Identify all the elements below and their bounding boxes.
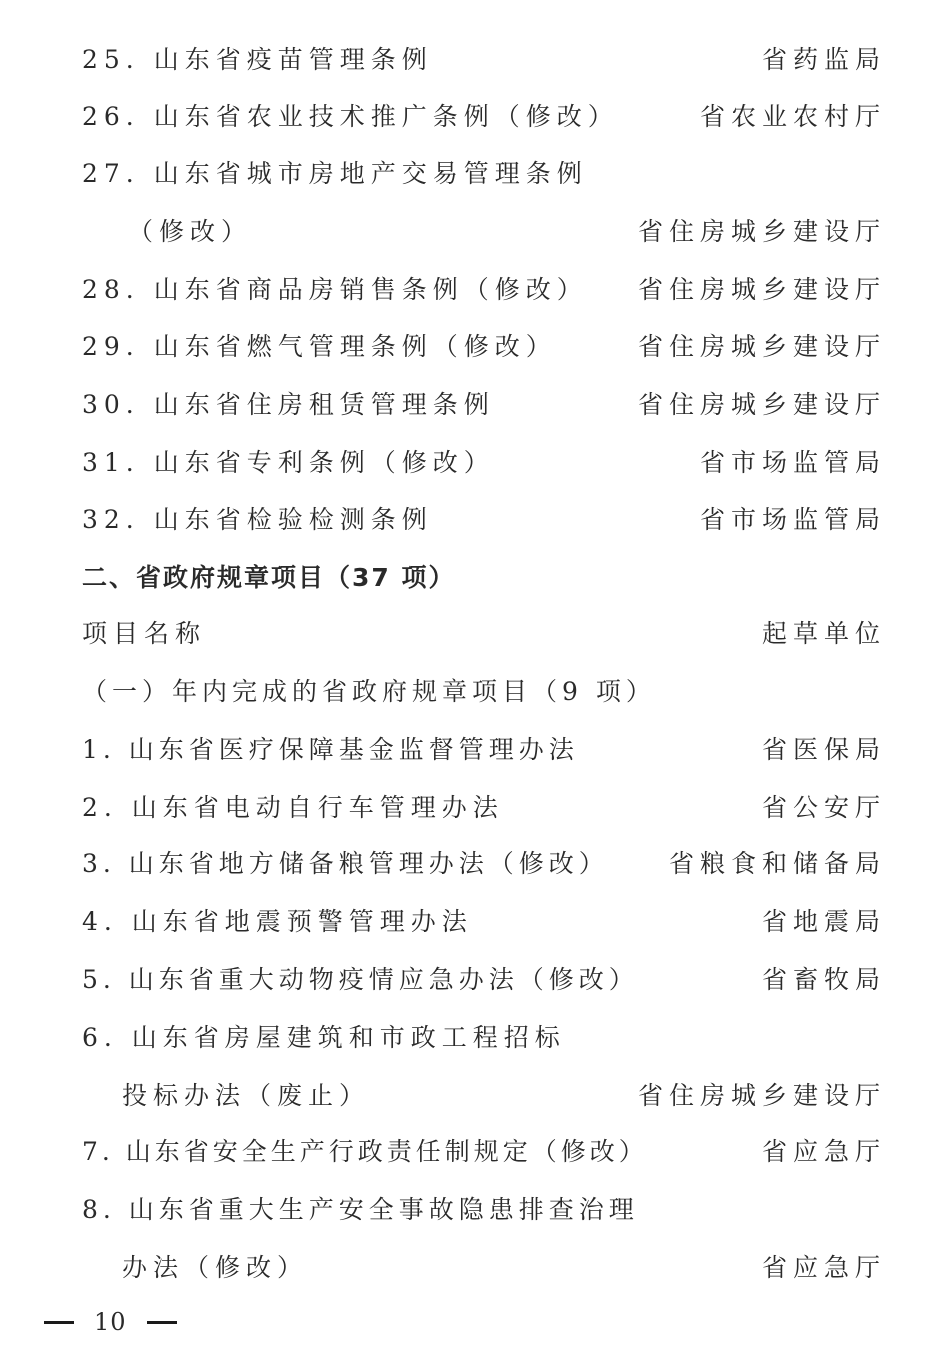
list-item [82,900,886,940]
list-item [82,498,886,538]
column-header-unit: 起草单位 [761,619,886,648]
list-item [82,325,886,365]
list-item [82,842,886,882]
list-item [82,786,886,826]
list-item [82,1130,886,1170]
drafting-unit: 省住房城乡建设厅 [637,332,886,361]
drafting-unit: 省住房城乡建设厅 [637,217,886,246]
list-item [82,1016,880,1056]
drafting-unit: 省公安厅 [761,793,886,822]
project-name: 25. 山东省疫苗管理条例 [82,45,433,74]
project-name: 6. 山东省房屋建筑和市政工程招标 [82,1023,566,1052]
page-number: 10 [94,1308,127,1336]
section-title: 二、省政府规章项目（37 项） [82,563,456,592]
project-name: 3. 山东省地方储备粮管理办法（修改） [82,849,609,878]
project-name: 27. 山东省城市房地产交易管理条例 [82,159,588,188]
list-item-continuation [82,1074,886,1114]
list-item-continuation [82,210,886,250]
project-name-continuation: 投标办法（废止） [122,1081,371,1110]
drafting-unit: 省药监局 [761,45,886,74]
project-name: 30. 山东省住房租赁管理条例 [82,390,495,419]
project-name: 29. 山东省燃气管理条例（修改） [82,332,557,361]
drafting-unit: 省地震局 [761,907,886,936]
list-item [82,38,886,78]
drafting-unit: 省市场监管局 [699,505,886,534]
drafting-unit: 省住房城乡建设厅 [637,1081,886,1110]
column-header-name: 项目名称 [82,619,207,648]
drafting-unit: 省住房城乡建设厅 [637,390,886,419]
drafting-unit: 省住房城乡建设厅 [637,275,886,304]
list-item [82,383,886,423]
drafting-unit: 省应急厅 [761,1253,886,1282]
list-item [82,152,880,192]
list-item [82,441,886,481]
subsection-heading [82,670,880,710]
page-footer [44,1304,177,1340]
drafting-unit: 省市场监管局 [699,448,886,477]
subsection-title: （一）年内完成的省政府规章项目（9 项） [82,677,656,706]
footer-dash-left [44,1321,74,1324]
list-item [82,1188,880,1228]
list-item-continuation [82,1246,886,1286]
footer-dash-right [147,1321,177,1324]
project-name: 28. 山东省商品房销售条例（修改） [82,275,588,304]
project-name: 4. 山东省地震预警管理办法 [82,907,473,936]
project-name: 5. 山东省重大动物疫情应急办法（修改） [82,965,639,994]
project-name: 7. 山东省安全生产行政责任制规定（修改） [82,1137,648,1166]
project-name: 8. 山东省重大生产安全事故隐患排查治理 [82,1195,639,1224]
project-name-continuation: （修改） [128,217,253,246]
project-name: 2. 山东省电动自行车管理办法 [82,793,504,822]
drafting-unit: 省应急厅 [761,1137,886,1166]
drafting-unit: 省畜牧局 [761,965,886,994]
project-name: 31. 山东省专利条例（修改） [82,448,495,477]
section-heading [82,556,880,596]
list-item [82,958,886,998]
list-item [82,95,886,135]
project-name: 26. 山东省农业技术推广条例（修改） [82,102,619,131]
project-name: 1. 山东省医疗保障基金监督管理办法 [82,735,579,764]
project-name-continuation: 办法（修改） [122,1253,309,1282]
column-header-row [82,612,886,652]
drafting-unit: 省医保局 [761,735,886,764]
drafting-unit: 省农业农村厅 [699,102,886,131]
project-name: 32. 山东省检验检测条例 [82,505,433,534]
list-item [82,268,886,308]
list-item [82,728,886,768]
drafting-unit: 省粮食和储备局 [668,849,886,878]
